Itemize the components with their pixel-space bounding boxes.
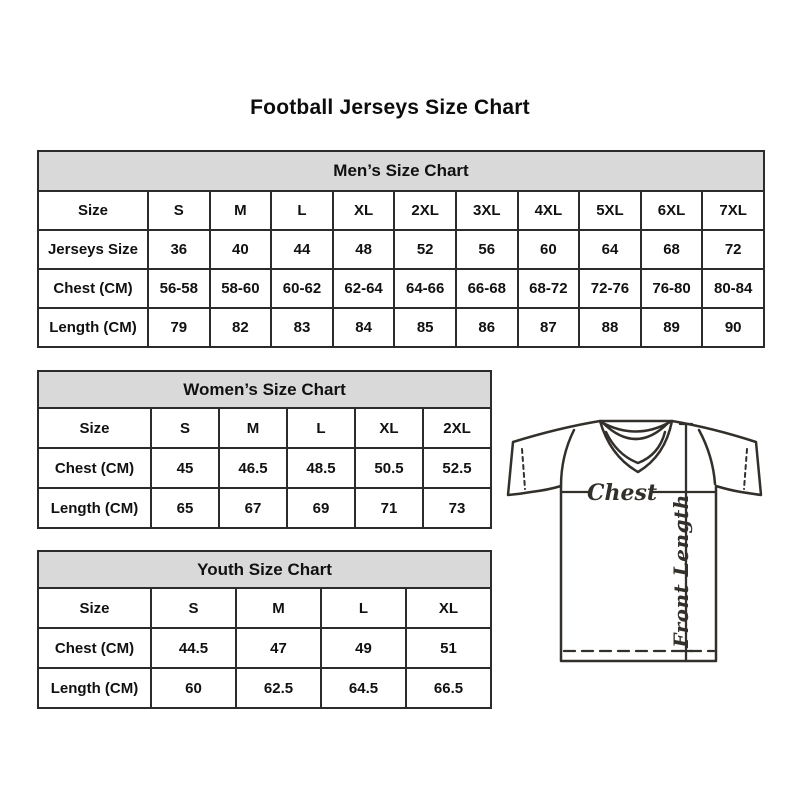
jersey-illustration <box>498 408 774 672</box>
value-cell: L <box>321 588 406 628</box>
row-label-cell: Length (CM) <box>38 668 151 708</box>
value-cell: 52 <box>394 230 456 269</box>
row-label-cell: Size <box>38 408 151 448</box>
table-row <box>38 488 491 528</box>
value-cell: 47 <box>236 628 321 668</box>
value-cell: 44.5 <box>151 628 236 668</box>
row-label-cell: Size <box>38 191 148 230</box>
value-cell: 48 <box>333 230 395 269</box>
value-cell: 80-84 <box>702 269 764 308</box>
row-label-cell: Chest (CM) <box>38 628 151 668</box>
value-cell: 56 <box>456 230 518 269</box>
value-cell: 72 <box>702 230 764 269</box>
value-cell: XL <box>355 408 423 448</box>
table-row <box>38 191 764 230</box>
value-cell: 66-68 <box>456 269 518 308</box>
womens-size-table <box>37 370 492 529</box>
value-cell: 2XL <box>394 191 456 230</box>
page-title: Football Jerseys Size Chart <box>250 96 530 119</box>
value-cell: 3XL <box>456 191 518 230</box>
value-cell: 36 <box>148 230 210 269</box>
row-label-cell: Chest (CM) <box>38 448 151 488</box>
value-cell: L <box>271 191 333 230</box>
value-cell: M <box>219 408 287 448</box>
value-cell: 6XL <box>641 191 703 230</box>
value-cell: 7XL <box>702 191 764 230</box>
value-cell: 5XL <box>579 191 641 230</box>
value-cell: 65 <box>151 488 219 528</box>
table-row <box>38 588 491 628</box>
value-cell: 67 <box>219 488 287 528</box>
value-cell: 64 <box>579 230 641 269</box>
row-label-cell: Length (CM) <box>38 488 151 528</box>
value-cell: 73 <box>423 488 491 528</box>
value-cell: 48.5 <box>287 448 355 488</box>
table-row <box>38 308 764 347</box>
value-cell: 89 <box>641 308 703 347</box>
value-cell: 62.5 <box>236 668 321 708</box>
value-cell: 2XL <box>423 408 491 448</box>
value-cell: 84 <box>333 308 395 347</box>
value-cell: L <box>287 408 355 448</box>
value-cell: 60-62 <box>271 269 333 308</box>
jersey-outline <box>508 421 761 661</box>
value-cell: 83 <box>271 308 333 347</box>
chest-label: Chest <box>586 480 658 506</box>
value-cell: 64.5 <box>321 668 406 708</box>
value-cell: M <box>210 191 272 230</box>
table-row <box>38 628 491 668</box>
value-cell: 45 <box>151 448 219 488</box>
row-label-cell: Chest (CM) <box>38 269 148 308</box>
row-label-cell: Jerseys Size <box>38 230 148 269</box>
value-cell: 4XL <box>518 191 580 230</box>
table-row <box>38 269 764 308</box>
mens-size-table <box>37 150 765 348</box>
value-cell: 60 <box>151 668 236 708</box>
table-title: Women’s Size Chart <box>38 371 491 408</box>
value-cell: 60 <box>518 230 580 269</box>
value-cell: S <box>151 408 219 448</box>
value-cell: 56-58 <box>148 269 210 308</box>
value-cell: 52.5 <box>423 448 491 488</box>
value-cell: 72-76 <box>579 269 641 308</box>
value-cell: 44 <box>271 230 333 269</box>
table-row <box>38 230 764 269</box>
value-cell: XL <box>333 191 395 230</box>
value-cell: 50.5 <box>355 448 423 488</box>
value-cell: 88 <box>579 308 641 347</box>
value-cell: 85 <box>394 308 456 347</box>
value-cell: 76-80 <box>641 269 703 308</box>
value-cell: 82 <box>210 308 272 347</box>
value-cell: S <box>151 588 236 628</box>
table-row <box>38 668 491 708</box>
table-title: Men’s Size Chart <box>38 151 764 191</box>
value-cell: 68-72 <box>518 269 580 308</box>
value-cell: 58-60 <box>210 269 272 308</box>
value-cell: 51 <box>406 628 491 668</box>
row-label-cell: Length (CM) <box>38 308 148 347</box>
value-cell: 87 <box>518 308 580 347</box>
value-cell: 40 <box>210 230 272 269</box>
value-cell: 49 <box>321 628 406 668</box>
value-cell: 62-64 <box>333 269 395 308</box>
table-title: Youth Size Chart <box>38 551 491 588</box>
value-cell: M <box>236 588 321 628</box>
value-cell: 79 <box>148 308 210 347</box>
table-row <box>38 448 491 488</box>
youth-size-table <box>37 550 492 709</box>
value-cell: 69 <box>287 488 355 528</box>
value-cell: S <box>148 191 210 230</box>
row-label-cell: Size <box>38 588 151 628</box>
front-length-label: Front Length <box>669 494 693 648</box>
value-cell: 86 <box>456 308 518 347</box>
value-cell: XL <box>406 588 491 628</box>
value-cell: 71 <box>355 488 423 528</box>
table-row <box>38 408 491 448</box>
value-cell: 66.5 <box>406 668 491 708</box>
jersey-measurement-diagram <box>498 408 774 672</box>
value-cell: 64-66 <box>394 269 456 308</box>
value-cell: 46.5 <box>219 448 287 488</box>
value-cell: 68 <box>641 230 703 269</box>
value-cell: 90 <box>702 308 764 347</box>
